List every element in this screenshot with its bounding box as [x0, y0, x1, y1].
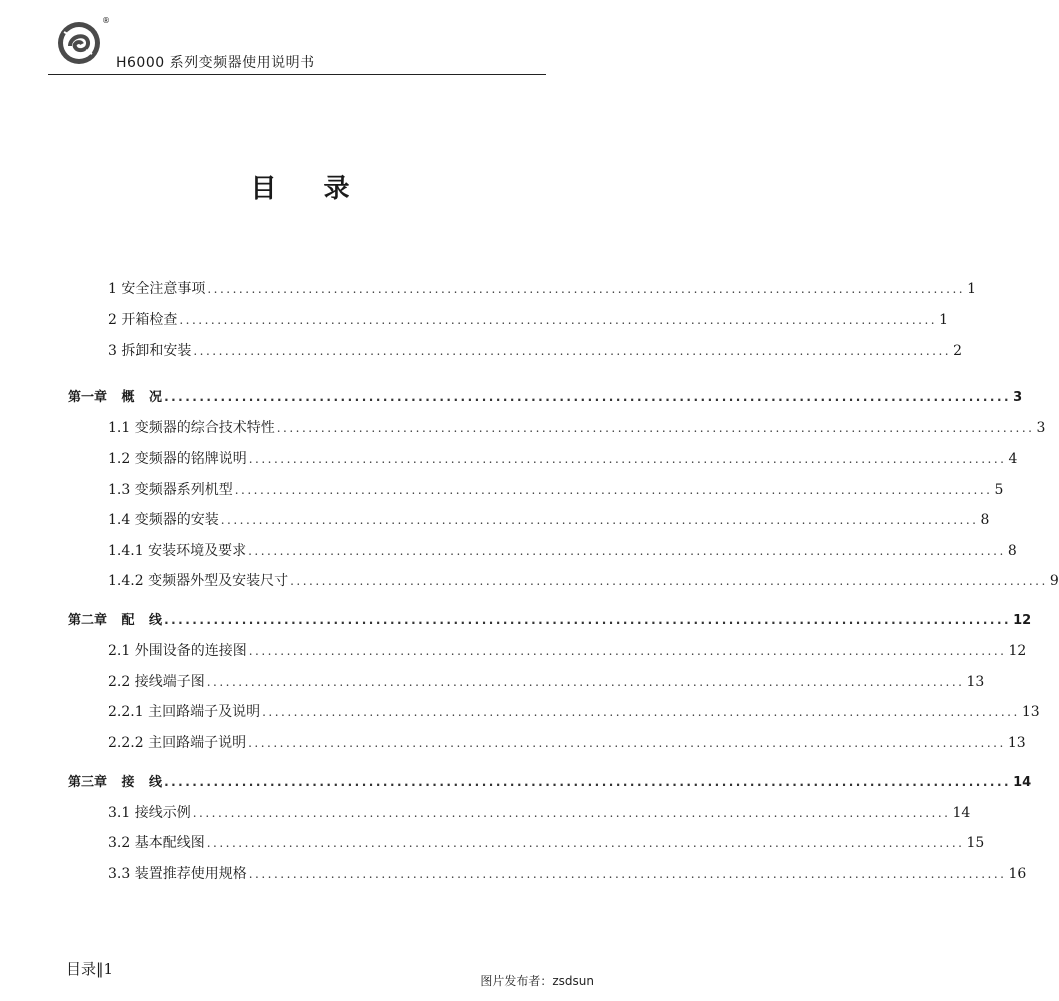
toc-leader-dots: ........................................................................................................................: [179, 313, 938, 327]
toc-leader-dots: ........................................................................................................................: [206, 675, 965, 689]
toc-leader-dots: ........................................................................................................................: [234, 483, 993, 497]
toc-entry-label: 1.2 变频器的铭牌说明: [108, 451, 247, 467]
watermark: 图片发布者：zsdsun: [480, 974, 594, 988]
toc-entry-page: 14: [952, 805, 971, 821]
registered-mark: ®: [102, 16, 110, 25]
toc-entry-label: 第一章 概 况: [68, 390, 163, 405]
toc-entry: [108, 832, 985, 852]
toc-entry-label: 2.1 外围设备的连接图: [108, 643, 247, 659]
header-title: H6000 系列变频器使用说明书: [116, 55, 315, 71]
toc-entry-page: 16: [1008, 866, 1027, 882]
page-title: 目 录: [250, 174, 350, 204]
toc-entry-page: 13: [1021, 704, 1040, 720]
toc-entry-label: 2.2.2 主回路端子说明: [108, 735, 247, 751]
toc-leader-dots: ........................................................................................................................: [290, 574, 1048, 588]
toc-entry-label: 2.2 接线端子图: [108, 674, 205, 690]
toc-entry-page: 8: [1007, 543, 1017, 559]
toc-leader-dots: ........................................................................................................................: [164, 775, 1012, 789]
toc-leader-dots: ........................................................................................................................: [220, 513, 979, 527]
toc-entry-label: 1.4.1 安装环境及要求: [108, 543, 247, 559]
toc-entry-page: 13: [966, 674, 985, 690]
toc-entry-page: 3: [1036, 420, 1046, 436]
toc-leader-dots: ........................................................................................................................: [164, 613, 1012, 627]
toc-entry-page: 3: [1013, 390, 1023, 405]
toc-entry-page: 12: [1008, 643, 1027, 659]
page-header: [48, 14, 546, 76]
toc-leader-dots: ........................................................................................................................: [276, 421, 1035, 435]
toc-chapter-entry: [68, 386, 1023, 406]
toc-entry-label: 1.4 变频器的安装: [108, 512, 219, 528]
toc-entry-page: 4: [1008, 451, 1018, 467]
toc-entry-page: 14: [1013, 775, 1032, 790]
toc-entry: [108, 540, 1017, 560]
toc-entry: [108, 340, 963, 360]
toc-entry: [108, 802, 971, 822]
toc-entry: [108, 570, 1059, 590]
toc-entry-label: 3.3 装置推荐使用规格: [108, 866, 247, 882]
toc-entry: [108, 479, 1004, 499]
toc-leader-dots: ........................................................................................................................: [262, 705, 1020, 719]
footer-page-label: 目录‖1: [66, 960, 114, 978]
toc-entry-label: 2.2.1 主回路端子及说明: [108, 704, 261, 720]
swirl-logo-icon: [56, 20, 102, 66]
toc-entry-page: 2: [953, 343, 963, 359]
toc-entry-label: 3.1 接线示例: [108, 805, 191, 821]
toc-chapter-entry: [68, 609, 1032, 629]
toc-entry-label: 第三章 接 线: [68, 775, 163, 790]
toc-leader-dots: ........................................................................................................................: [207, 282, 966, 296]
toc-entry-page: 8: [980, 512, 990, 528]
toc-entry-label: 1 安全注意事项: [108, 281, 206, 297]
toc-leader-dots: ........................................................................................................................: [248, 736, 1006, 750]
toc-entry: [108, 278, 977, 298]
toc-entry: [108, 863, 1027, 883]
toc-entry-label: 第二章 配 线: [68, 613, 163, 628]
header-divider: [48, 74, 546, 75]
toc-entry: [108, 671, 985, 691]
toc-leader-dots: ........................................................................................................................: [248, 452, 1007, 466]
toc-entry-label: 1.1 变频器的综合技术特性: [108, 420, 275, 436]
toc-entry-label: 1.3 变频器系列机型: [108, 482, 233, 498]
toc-leader-dots: ........................................................................................................................: [206, 836, 965, 850]
toc-entry: [108, 448, 1018, 468]
toc-entry-label: 3 拆卸和安装: [108, 343, 192, 359]
toc-leader-dots: ........................................................................................................................: [248, 867, 1007, 881]
toc-leader-dots: ........................................................................................................................: [248, 644, 1007, 658]
toc-chapter-entry: [68, 771, 1032, 791]
toc-entry: [108, 732, 1026, 752]
toc-entry: [108, 509, 990, 529]
toc-entry-label: 1.4.2 变频器外型及安装尺寸: [108, 573, 289, 589]
toc-leader-dots: ........................................................................................................................: [164, 390, 1012, 404]
toc-entry-page: 5: [994, 482, 1004, 498]
toc-entry-page: 1: [967, 281, 977, 297]
toc-leader-dots: ........................................................................................................................: [248, 544, 1006, 558]
toc-entry-page: 9: [1049, 573, 1059, 589]
toc-entry-page: 12: [1013, 613, 1032, 628]
toc-entry-page: 15: [966, 835, 985, 851]
toc-entry-page: 13: [1007, 735, 1026, 751]
toc-entry-label: 2 开箱检查: [108, 312, 178, 328]
toc-entry: [108, 417, 1046, 437]
toc-leader-dots: ........................................................................................................................: [192, 806, 951, 820]
toc-leader-dots: ........................................................................................................................: [193, 344, 952, 358]
toc-entry: [108, 701, 1040, 721]
toc-entry-label: 3.2 基本配线图: [108, 835, 205, 851]
toc-entry: [108, 309, 949, 329]
toc-entry: [108, 640, 1027, 660]
toc-entry-page: 1: [939, 312, 949, 328]
